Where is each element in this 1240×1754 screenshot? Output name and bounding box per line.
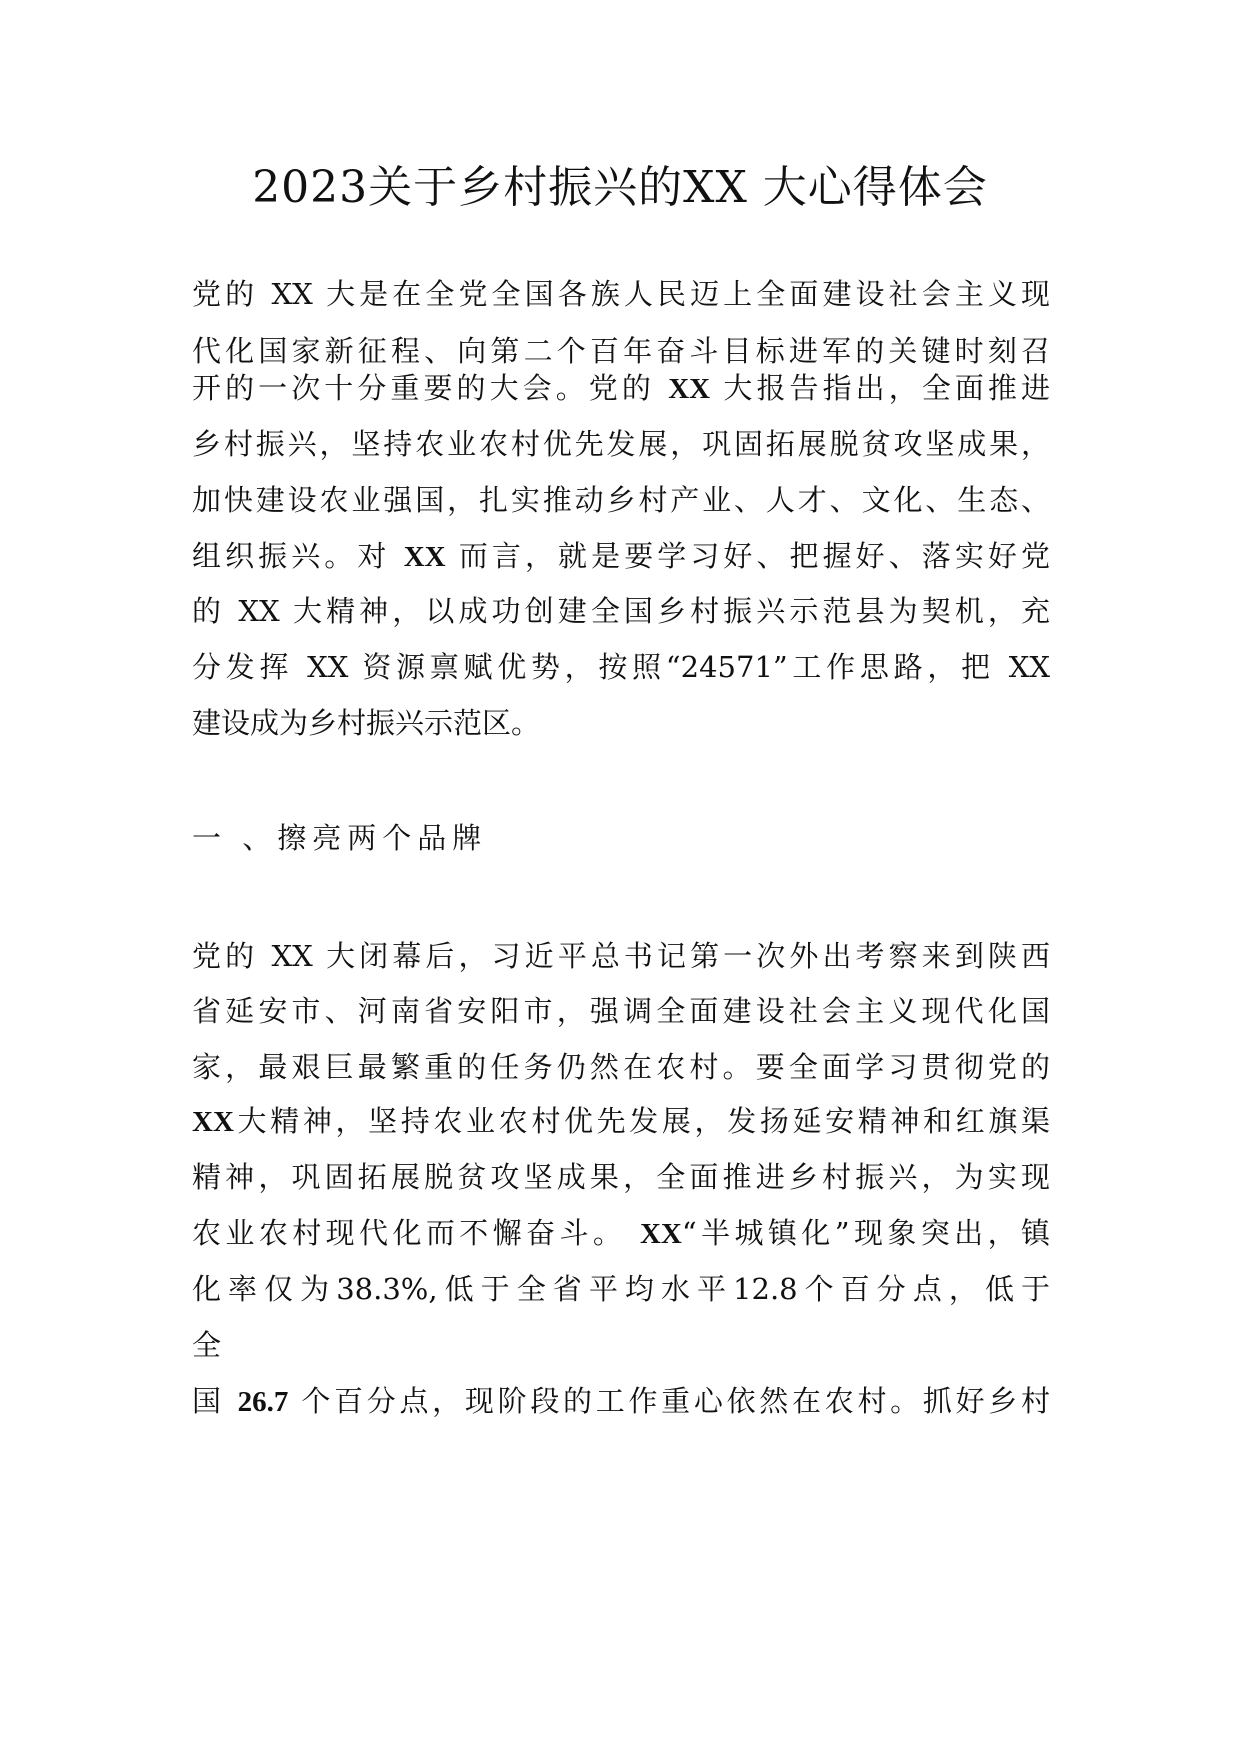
- paragraph-line: [192, 480, 1050, 520]
- paragraph-line: [192, 1381, 1050, 1422]
- paragraph-line: [192, 1325, 1050, 1365]
- line-text: 组织振兴。对: [192, 539, 404, 573]
- paragraph-line: [192, 991, 1050, 1031]
- line-text: 分发挥 XX 资源禀赋优势，按照“24571”工作思路，把 XX: [192, 650, 1050, 684]
- paragraph-line: [192, 536, 1050, 577]
- line-text: 个百分点，现阶段的工作重心依然在农村。抓好乡村: [288, 1384, 1050, 1418]
- paragraph-line: [192, 936, 1050, 976]
- line-text: 建设成为乡村振兴示范区。: [192, 706, 541, 740]
- line-text: 代化国家新征程、向第二个百年奋斗目标进军的关键时刻召: [192, 334, 1050, 368]
- paragraph-line: [192, 703, 1050, 743]
- line-text: 大精神，坚持农业农村优先发展，发扬延安精神和红旗渠: [233, 1104, 1050, 1138]
- line-text: 的 XX 大精神，以成功创建全国乡村振兴示范县为契机，充: [192, 594, 1050, 628]
- bold-text: XX: [639, 1218, 682, 1250]
- paragraph-line: [192, 274, 1050, 314]
- line-text: 党的 XX 大是在全党全国各族人民迈上全面建设社会主义现: [192, 277, 1050, 311]
- document-title: 2023关于乡村振兴的XX 大心得体会: [252, 162, 988, 213]
- line-text: 党的 XX 大闭幕后，习近平总书记第一次外出考察来到陕西: [192, 939, 1050, 973]
- line-text: 加快建设农业强国，扎实推动乡村产业、人才、文化、生态、: [192, 483, 1050, 517]
- line-text: 而言，就是要学习好、把握好、落实好党: [445, 539, 1050, 573]
- bold-text: 26.7: [237, 1386, 289, 1418]
- section-heading: 一 、擦亮两个品牌: [192, 821, 488, 855]
- paragraph-line: [192, 368, 1050, 409]
- paragraph-line: [192, 1047, 1050, 1087]
- paragraph-line: [192, 424, 1050, 464]
- paragraph-line: [192, 1213, 1050, 1254]
- line-text: 家，最艰巨最繁重的任务仍然在农村。要全面学习贯彻党的: [192, 1050, 1050, 1084]
- line-text: 精神，巩固拓展脱贫攻坚成果，全面推进乡村振兴，为实现: [192, 1160, 1050, 1194]
- line-text: “半城镇化”现象突出，镇: [681, 1216, 1050, 1250]
- line-text: 全: [192, 1328, 222, 1362]
- bold-text: XX: [403, 541, 446, 573]
- paragraph-line: [192, 1101, 1050, 1142]
- bold-text: XX: [668, 373, 711, 405]
- bold-text: XX: [192, 1106, 234, 1138]
- paragraph-line: [192, 1157, 1050, 1197]
- paragraph-line: [192, 591, 1050, 631]
- line-text: 开的一次十分重要的大会。党的: [192, 371, 669, 405]
- line-text: 省延安市、河南省安阳市，强调全面建设社会主义现代化国: [192, 994, 1050, 1028]
- paragraph-line: [192, 647, 1050, 687]
- line-text: 大报告指出，全面推进: [710, 371, 1050, 405]
- line-text: 化率仅为38.3%,低于全省平均水平12.8个百分点，低于: [192, 1272, 1050, 1306]
- line-text: 国: [192, 1384, 238, 1418]
- line-text: 乡村振兴，坚持农业农村优先发展，巩固拓展脱贫攻坚成果，: [192, 427, 1050, 461]
- line-text: 农业农村现代化而不懈奋斗。: [192, 1216, 640, 1250]
- paragraph-line: [192, 1269, 1050, 1309]
- paragraph-line: [192, 331, 1050, 371]
